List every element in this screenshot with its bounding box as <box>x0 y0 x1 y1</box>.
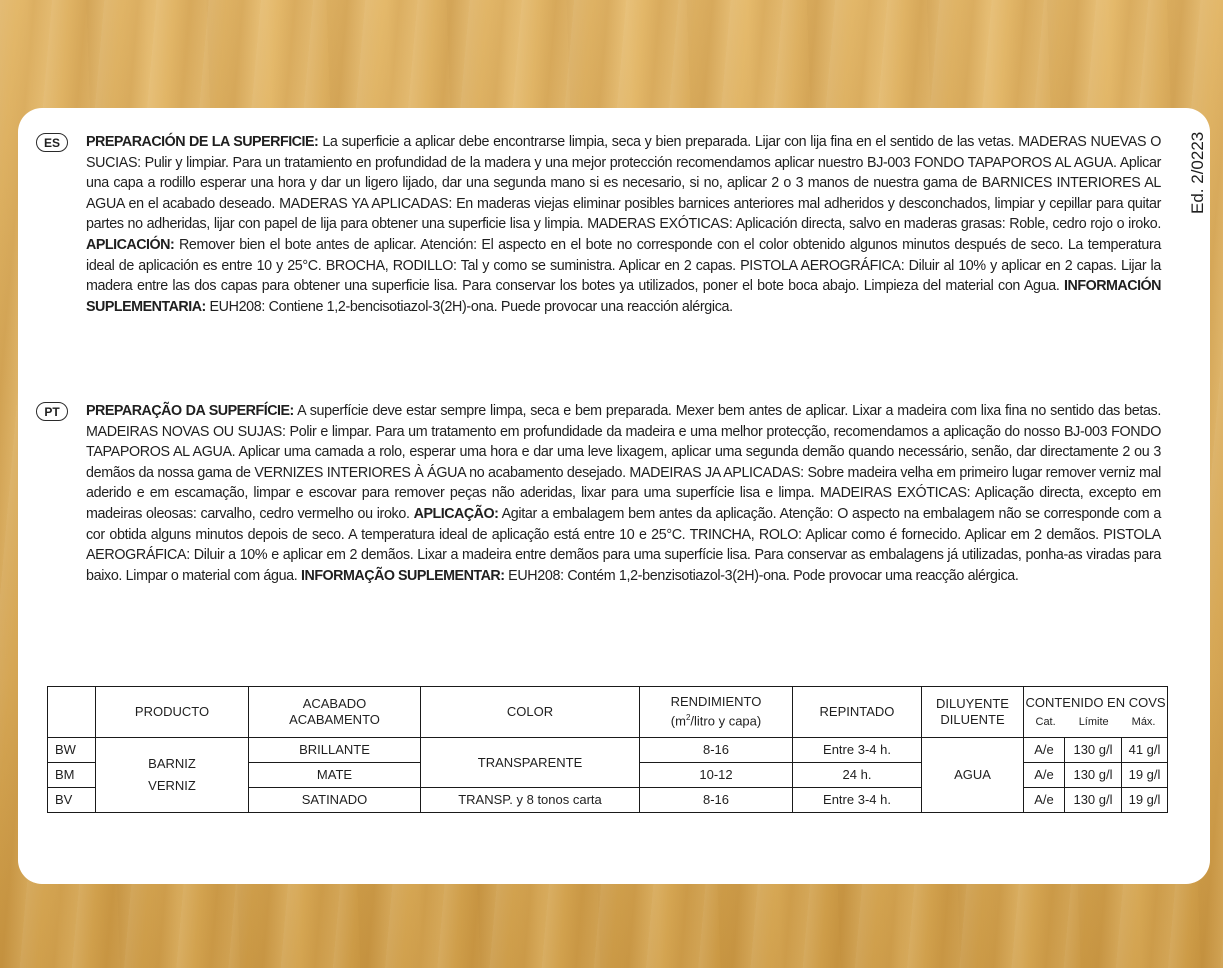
table-header-row <box>48 687 1168 738</box>
header-acabado <box>249 687 421 738</box>
header-covs-cat: Cat. <box>1035 715 1056 728</box>
header-rendimiento-unit: ($m^2$/litro y capa) <box>670 713 762 729</box>
row-covs-cat: A/e <box>1024 738 1065 762</box>
row-covs-limite: 130 g/l <box>1065 738 1122 762</box>
header-diluyente-es: DILUYENTE <box>936 696 1009 711</box>
row-acabado: SATINADO <box>249 788 421 813</box>
row-covs-limite: 130 g/l <box>1065 788 1122 812</box>
row-code: BM <box>48 763 96 788</box>
color-shared-cell: TRANSPARENTE <box>421 738 640 788</box>
header-diluyente <box>922 687 1024 738</box>
row-color: TRANSP. y 8 tonos carta <box>421 788 640 813</box>
heading-pt-supplementary: INFORMAÇÃO SUPLEMENTAR: <box>301 567 505 584</box>
diluent-cell: AGUA <box>922 738 1024 813</box>
header-code <box>48 687 96 738</box>
row-covs-cat: A/e <box>1024 763 1065 787</box>
heading-es-supplementary: INFORMACIÓN SUPLEMENTARIA: <box>86 278 1161 315</box>
text-pt-application: Agitar a embalagem bem antes da aplicação. Atenção: O aspecto na embalagem não se corresponde com a cor obtida alguns minutos depois de seco. A temperatura ideal de aplicação está entre 10 e 25°C. TRINCHA, ROLO: Aplicar como é fornecido. Aplicar em 2 demãos. PISTOLA AEROGRÁFICA: Diluir a 10% e aplicar em 2 demãos. Lixar a madeira entre demãos para uma superfície lisa. Para conservar as embalagens já utilizadas, ponha-as viradas para baixo. Limpar o material com água. <box>86 505 1161 584</box>
lang-badge-es: ES <box>36 133 68 152</box>
edition-code: Ed. 2/0223 <box>1188 131 1207 214</box>
header-rendimiento <box>640 687 793 738</box>
row-acabado: BRILLANTE <box>249 738 421 763</box>
text-es-application: Remover bien el bote antes de aplicar. Atención: El aspecto en el bote no corresponde con el color obtenido algunos minutos después de seco. La temperatura ideal de aplicación es entre 10 y 25°C. BROCHA, RODILLO: Tal y como se suministra. Aplicar en 2 capas. PISTOLA AEROGRÁFICA: Diluir al 10% y aplicar en 2 capas. Lijar la madera entre las dos capas para obtener una superficie lisa. Para conservar los botes ya utilizados, poner el bote boca abajo. Limpieza del material con Agua. <box>86 236 1161 295</box>
header-covs <box>1024 687 1168 738</box>
row-covs-max: 19 g/l <box>1128 767 1161 782</box>
product-name-pt: VERNIZ <box>148 778 196 793</box>
header-covs-title: CONTENIDO EN COVS <box>1025 694 1166 710</box>
header-rendimiento-label: RENDIMIENTO <box>670 694 762 710</box>
row-covs-max: 19 g/l <box>1128 792 1161 807</box>
row-rendimiento: 8-16 <box>640 738 793 763</box>
text-pt-preparation: A superfície deve estar sempre limpa, seca e bem preparada. Mexer bem antes de aplicar. Lixar a madeira com lixa fina no sentido das betas. MADEIRAS NOVAS OU SUJAS: Polir e limpar. Para um tratamento em profundidade da madeira e uma melhor protecção, recomendamos a aplicação do nosso BJ-003 FONDO TAPAPOROS AL AGUA. Aplicar uma camada a rolo, esperar uma hora e dar uma leve lixagem, aplicar uma segunda demão quando necessário, senão, dar directamente 2 ou 3 demãos da nossa gama de VERNIZES INTERIORES À ÁGUA no acabamento desejado. MADEIRAS JA APLICADAS: Sobre madeira velha em primeiro lugar remover verniz mal aderido e em escamação, limpar e escovar para remover peças não aderidas, lixar para uma superfície lisa e limpa. MADEIRAS EXÓTICAS: Aplicação directa, excepto em madeiras oleosas: carvalho, cedro vermelho ou iroko. <box>86 403 1161 522</box>
row-repintado: 24 h. <box>793 763 922 788</box>
paragraph-pt <box>86 401 1161 586</box>
row-repintado: Entre 3-4 h. <box>793 738 922 763</box>
text-es-preparation: La superficie a aplicar debe encontrarse limpia, seca y bien preparada. Lijar con lija fina en el sentido de las vetas. MADERAS NUEVAS O SUCIAS: Pulir y limpiar. Para un tratamiento en profundidad de la madera y una mejor protección recomendamos aplicar nuestro BJ-003 FONDO TAPAPOROS AL AGUA. Aplicar una capa a rodillo esperar una hora y dar un ligero lijado, dar una segunda mano si es necesario, si no, aplicar 2 o 3 manos de nuestra gama de BARNICES INTERIORES AL AGUA en el acabado deseado. MADERAS YA APLICADAS: En maderas viejas eliminar posibles barnices anteriores mal adheridos y desconchados, limpiar y cepillar para quitar partes no adheridas, lijar con papel de lija para obtener una superficie lisa y limpia. MADERAS EXÓTICAS: Aplicación directa, salvo en maderas grasas: Roble, cedro rojo o iroko. <box>86 134 1162 233</box>
product-name-cell <box>96 738 249 813</box>
heading-pt-preparation: PREPARAÇÃO DA SUPERFÍCIE: <box>86 403 294 419</box>
text-es-supplementary: EUH208: Contiene 1,2-bencisotiazol-3(2H)-ona. Puede provocar una reacción alérgica. <box>205 298 733 315</box>
table-row <box>48 738 1168 763</box>
row-covs-limite: 130 g/l <box>1065 763 1122 787</box>
heading-es-application: APLICACIÓN: <box>86 236 175 253</box>
header-color: COLOR <box>421 687 640 738</box>
text-pt-supplementary: EUH208: Contém 1,2-benzisotiazol-3(2H)-ona. Pode provocar uma reacção alérgica. <box>504 567 1019 584</box>
header-acabado-pt: ACABAMENTO <box>289 712 380 727</box>
row-code: BW <box>48 738 96 763</box>
row-covs-cat: A/e <box>1024 788 1065 812</box>
header-repintado: REPINTADO <box>793 687 922 738</box>
header-producto: PRODUCTO <box>96 687 249 738</box>
header-covs-max: Máx. <box>1131 715 1156 728</box>
heading-pt-application: APLICAÇÃO: <box>413 505 499 522</box>
row-covs <box>1024 763 1168 788</box>
row-acabado: MATE <box>249 763 421 788</box>
row-covs-max: 41 g/l <box>1128 742 1161 757</box>
row-covs <box>1024 738 1168 763</box>
header-covs-limite: Límite <box>1078 715 1109 728</box>
paragraph-es <box>86 132 1161 317</box>
row-covs <box>1024 788 1168 813</box>
row-rendimiento: 10-12 <box>640 763 793 788</box>
heading-es-preparation: PREPARACIÓN DE LA SUPERFICIE: <box>86 134 319 150</box>
row-rendimiento: 8-16 <box>640 788 793 813</box>
product-spec-table <box>47 686 1168 813</box>
header-diluyente-pt: DILUENTE <box>940 712 1005 727</box>
row-repintado: Entre 3-4 h. <box>793 788 922 813</box>
header-acabado-es: ACABADO <box>302 696 367 711</box>
row-code: BV <box>48 788 96 813</box>
product-name-es: BARNIZ <box>148 756 196 771</box>
lang-badge-pt: PT <box>36 402 68 421</box>
